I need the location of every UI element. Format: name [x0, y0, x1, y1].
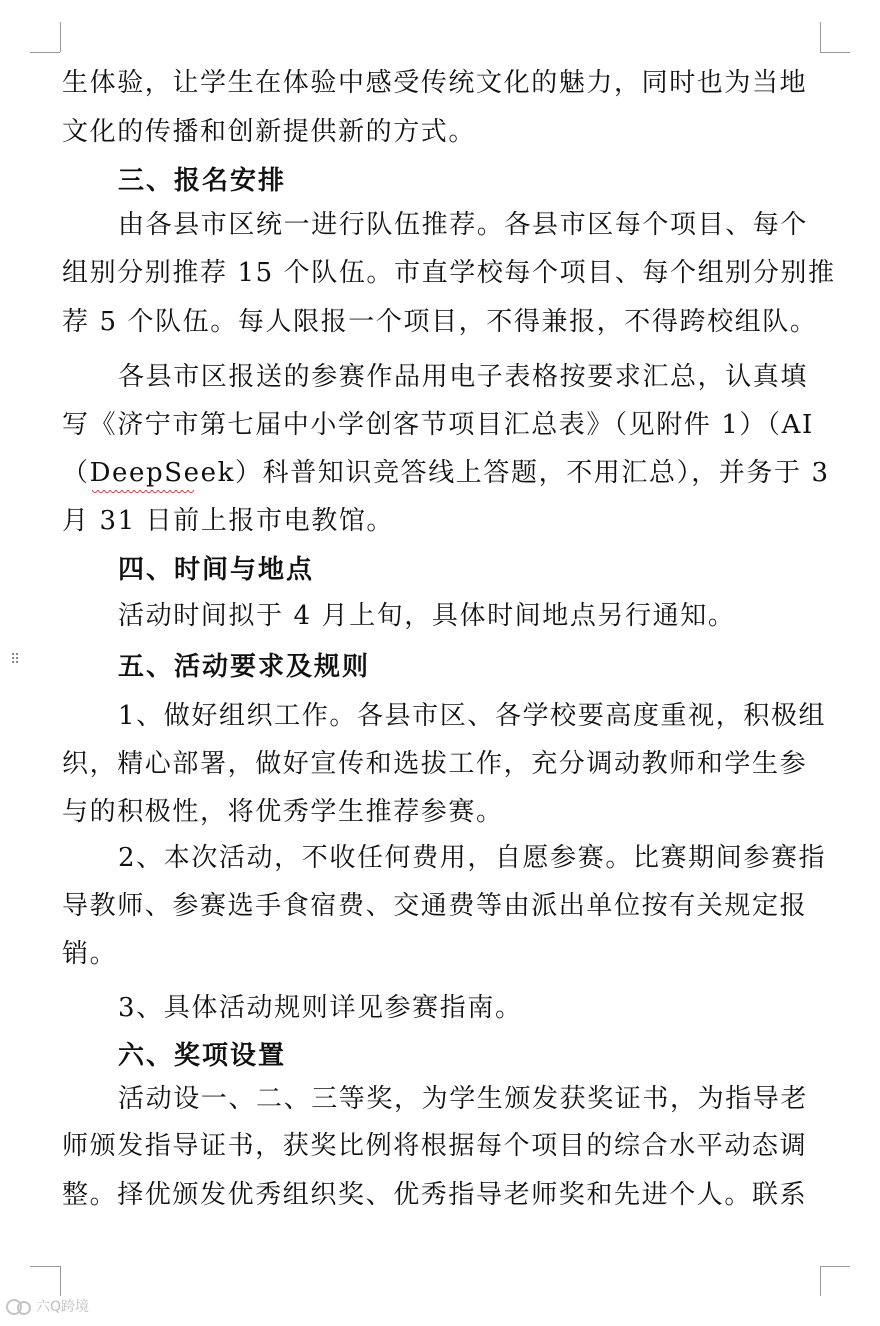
body-line: 与的积极性，将优秀学生推荐参赛。	[62, 797, 504, 827]
watermark-logo-icon	[6, 1296, 32, 1316]
body-line: 2、本次活动，不收任何费用，自愿参赛。比赛期间参赛指	[118, 843, 827, 873]
body-line: 月 31 日前上报市电教馆。	[62, 506, 395, 536]
crop-mark-bottom-right-h	[820, 1266, 850, 1267]
body-line: 销。	[62, 939, 118, 969]
body-line: 3、具体活动规则详见参赛指南。	[118, 993, 523, 1023]
crop-mark-top-right-h	[820, 52, 850, 53]
body-line: 由各县市区统一进行队伍推荐。各县市区每个项目、每个	[118, 210, 809, 240]
body-line: 整。择优颁发优秀组织奖、优秀指导老师奖和先进个人。联系	[62, 1180, 808, 1210]
body-line: 各县市区报送的参赛作品用电子表格按要求汇总，认真填	[118, 362, 809, 392]
paragraph-drag-handle[interactable]: ⠿	[10, 652, 21, 668]
body-line: 荐 5 个队伍。每人限报一个项目，不得兼报，不得跨校组队。	[62, 307, 818, 337]
section-heading: 六、奖项设置	[118, 1041, 287, 1071]
section-heading: 四、时间与地点	[118, 555, 315, 585]
body-line: 1、做好组织工作。各县市区、各学校要高度重视，积极组	[118, 701, 827, 731]
body-line: 活动设一、二、三等奖，为学生颁发获奖证书，为指导老	[118, 1084, 809, 1114]
body-line: 文化的传播和创新提供新的方式。	[62, 117, 477, 147]
crop-mark-top-left-h	[30, 52, 60, 53]
body-line: 组别分别推荐 15 个队伍。市直学校每个项目、每个组别分别推	[62, 258, 836, 288]
body-line: 写《济宁市第七届中小学创客节项目汇总表》（见附件 1）（AI	[62, 410, 814, 440]
crop-mark-top-left-v	[60, 22, 61, 52]
body-line: （DeepSeek）科普知识竞答线上答题，不用汇总），并务于 3	[62, 458, 830, 488]
section-heading: 三、报名安排	[118, 166, 287, 196]
body-line: 织，精心部署，做好宣传和选拔工作，充分调动教师和学生参	[62, 749, 808, 779]
body-line: 活动时间拟于 4 月上旬，具体时间地点另行通知。	[118, 601, 736, 631]
body-line: 导教师、参赛选手食宿费、交通费等由派出单位按有关规定报	[62, 891, 808, 921]
body-line: 师颁发指导证书，获奖比例将根据每个项目的综合水平动态调	[62, 1131, 808, 1161]
crop-mark-bottom-left-h	[30, 1266, 60, 1267]
watermark	[6, 1296, 89, 1316]
crop-mark-bottom-left-v	[60, 1266, 61, 1296]
spellcheck-underline	[92, 490, 194, 493]
crop-mark-top-right-v	[820, 22, 821, 52]
watermark-text: 六Q跨境	[36, 1299, 90, 1315]
section-heading: 五、活动要求及规则	[118, 652, 371, 682]
crop-mark-bottom-right-v	[820, 1266, 821, 1296]
body-line: 生体验，让学生在体验中感受传统文化的魅力，同时也为当地	[62, 68, 808, 98]
